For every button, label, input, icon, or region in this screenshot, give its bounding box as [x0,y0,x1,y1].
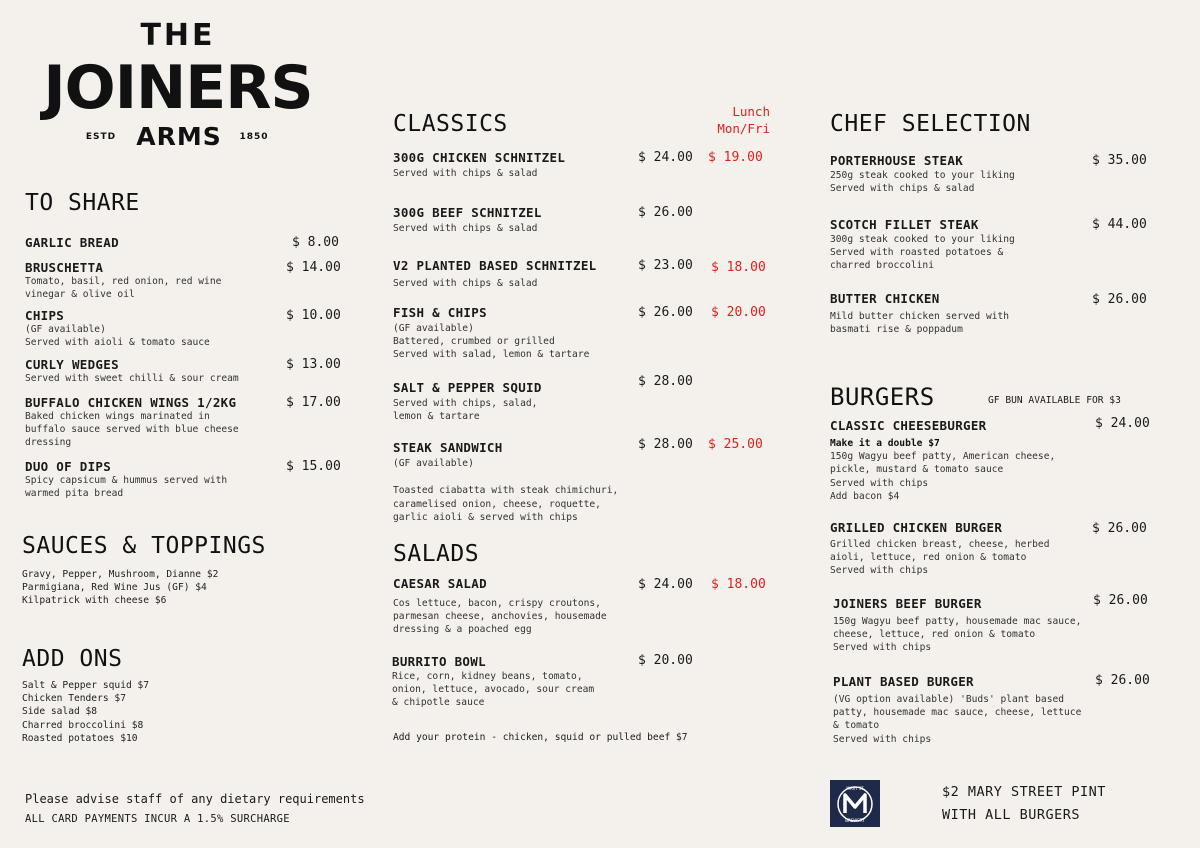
item-name: DUO OF DIPS [25,459,112,474]
item-description: (GF available) Battered, crumbed or grilled Served with salad, lemon & tartare [393,323,590,361]
item-description: 250g steak cooked to your liking Served with chips & salad [830,170,1015,195]
mary-street-logo-icon [833,783,877,825]
item-name: BUTTER CHICKEN [830,291,940,306]
protein-note: Add your protein - chicken, squid or pulled beef $7 [393,732,688,743]
item-description: (GF available) Served with aioli & tomato sauce [25,324,210,349]
item-price: $ 20.00 [638,653,693,668]
to-share-item [25,395,345,450]
item-lunch-price: $ 18.00 [711,577,766,592]
item-price: $ 17.00 [286,395,341,410]
item-lunch-price: $ 20.00 [711,305,766,320]
salads-title: SALADS [393,541,480,567]
item-price: $ 24.00 [1095,416,1150,431]
item-price: $ 24.00 [638,577,693,592]
to-share-title: TO SHARE [25,190,140,216]
item-price: $ 23.00 [638,258,693,273]
classics-item [393,305,773,362]
item-price: $ 8.00 [292,235,339,250]
item-name: GARLIC BREAD [25,235,119,250]
to-share-item [25,357,345,385]
lunch-label-line2: Mon/Fri [717,121,770,136]
item-name: GRILLED CHICKEN BURGER [830,520,1003,535]
item-lunch-price: $ 25.00 [708,437,763,452]
item-price: $ 10.00 [286,308,341,323]
item-subtitle: Make it a double $7 [830,438,940,449]
item-price: $ 26.00 [1092,521,1147,536]
item-description: Baked chicken wings marinated in buffalo sauce served with blue cheese dressing [25,411,239,449]
item-price: $ 24.00 [638,150,693,165]
item-description: Served with chips & salad [393,278,538,289]
item-name: JOINERS BEEF BURGER [833,596,982,611]
item-name: CLASSIC CHEESEBURGER [830,418,987,433]
logo-the: THE [140,18,216,53]
burgers-item [833,593,1173,655]
classics-title: CLASSICS [393,111,508,137]
to-share-item [25,235,345,250]
to-share-item [25,260,345,301]
item-description: Served with chips & salad [393,168,538,179]
item-price: $ 44.00 [1092,217,1147,232]
add-ons-title: ADD ONS [22,646,123,672]
item-name: BURRITO BOWL [392,654,486,669]
item-lunch-price: $ 19.00 [708,150,763,165]
item-name: SALT & PEPPER SQUID [393,380,542,395]
item-name: PLANT BASED BURGER [833,674,974,689]
item-price: $ 28.00 [638,437,693,452]
item-description: Served with chips & salad [393,223,538,234]
item-name: BUFFALO CHICKEN WINGS 1/2KG [25,395,237,410]
to-share-item [25,459,345,500]
item-name: 300G CHICKEN SCHNITZEL [393,150,566,165]
item-name: FISH & CHIPS [393,305,487,320]
sauces-list: Gravy, Pepper, Mushroom, Dianne $2 Parmigiana, Red Wine Jus (GF) $4 Kilpatrick with cheese $6 [22,569,219,607]
classics-item [393,374,773,423]
chef-item [830,217,1160,273]
pint-promo [942,781,1106,827]
item-description: Mild butter chicken served with basmati rise & poppadum [830,311,1010,336]
item-name: 300G BEEF SCHNITZEL [393,205,542,220]
burgers-item [830,418,1170,503]
item-description: Rice, corn, kidney beans, tomato, onion, lettuce, avocado, sour cream & chipotle sauce [392,671,595,709]
sauces-title: SAUCES & TOPPINGS [22,533,266,559]
item-description: Served with chips, salad, lemon & tartare [393,398,538,423]
item-description: Cos lettuce, bacon, crispy croutons, parmesan cheese, anchovies, housemade dressing & a poached egg [393,598,607,636]
salads-item [393,576,773,637]
item-description: Served with sweet chilli & sour cream [25,373,239,384]
logo-year: 1850 [239,132,269,142]
burgers-item [830,520,1170,578]
item-price: $ 13.00 [286,357,341,372]
salads-item [392,654,772,710]
item-description: 300g steak cooked to your liking Served with roasted potatoes & charred broccolini [830,234,1015,272]
chef-item [830,291,1160,336]
chef-item [830,153,1160,195]
lunch-label-line1: Lunch [732,104,770,119]
pint-promo-line2: WITH ALL BURGERS [942,807,1081,823]
item-name: PORTERHOUSE STEAK [830,153,964,168]
item-price: $ 26.00 [1095,673,1150,688]
item-description: 150g Wagyu beef patty, American cheese, pickle, mustard & tomato sauce Served with chips Add bacon $4 [830,451,1056,502]
item-lunch-price: $ 18.00 [711,260,766,275]
item-price: $ 15.00 [286,459,341,474]
item-description: Tomato, basil, red onion, red wine vinegar & olive oil [25,276,222,301]
item-name: CURLY WEDGES [25,357,119,372]
logo-estd: ESTD [85,132,117,142]
item-price: $ 26.00 [1093,593,1148,608]
classics-item [393,437,773,525]
chef-title: CHEF SELECTION [830,111,1031,137]
item-name: CHIPS [25,308,65,323]
item-name: BRUSCHETTA [25,260,104,275]
burgers-item [833,674,1173,746]
surcharge-note: ALL CARD PAYMENTS INCUR A 1.5% SURCHARGE [25,813,290,825]
dietary-note: Please advise staff of any dietary requirements [25,792,365,806]
item-price: $ 26.00 [1092,292,1147,307]
logo-joiners: JOINERS [43,53,313,123]
item-price: $ 28.00 [638,374,693,389]
item-description: Grilled chicken breast, cheese, herbed aioli, lettuce, red onion & tomato Served with chips [830,539,1050,577]
item-name: CAESAR SALAD [393,576,487,591]
lunch-label [700,103,770,137]
item-price: $ 14.00 [286,260,341,275]
item-description: 150g Wagyu beef patty, housemade mac sauce, cheese, lettuce, red onion & tomato Served with chips [833,616,1082,654]
classics-item [393,150,773,180]
add-ons-list: Salt & Pepper squid $7 Chicken Tenders $7 Side salad $8 Charred broccolini $8 Roasted potatoes $10 [22,680,150,744]
badge-bottom-text: BREWERY [845,817,865,823]
item-description: (GF available) Toasted ciabatta with steak chimichuri, caramelised onion, cheese, roquette, garlic aioli & served with chips [393,458,619,523]
logo-arms: ARMS [136,122,222,151]
gf-bun-note: GF BUN AVAILABLE FOR $3 [988,395,1121,406]
to-share-item [25,308,345,349]
item-description: (VG option available) 'Buds' plant based patty, housemade mac sauce, cheese, lettuce & tomato Served with chips [833,694,1082,745]
item-description: Spicy capsicum & hummus served with warmed pita bread [25,475,228,500]
burgers-title: BURGERS [830,383,935,411]
item-name: V2 PLANTED BASED SCHNITZEL [393,258,597,273]
item-price: $ 26.00 [638,305,693,320]
item-price: $ 26.00 [638,205,693,220]
mary-street-logo [830,780,880,827]
classics-item [393,205,773,235]
item-name: SCOTCH FILLET STEAK [830,217,979,232]
classics-item [393,258,773,290]
pint-promo-line1: $2 MARY STREET PINT [942,784,1106,800]
badge-top-text: MARY ST [846,785,864,791]
item-price: $ 35.00 [1092,153,1147,168]
item-name: STEAK SANDWICH [393,440,503,455]
